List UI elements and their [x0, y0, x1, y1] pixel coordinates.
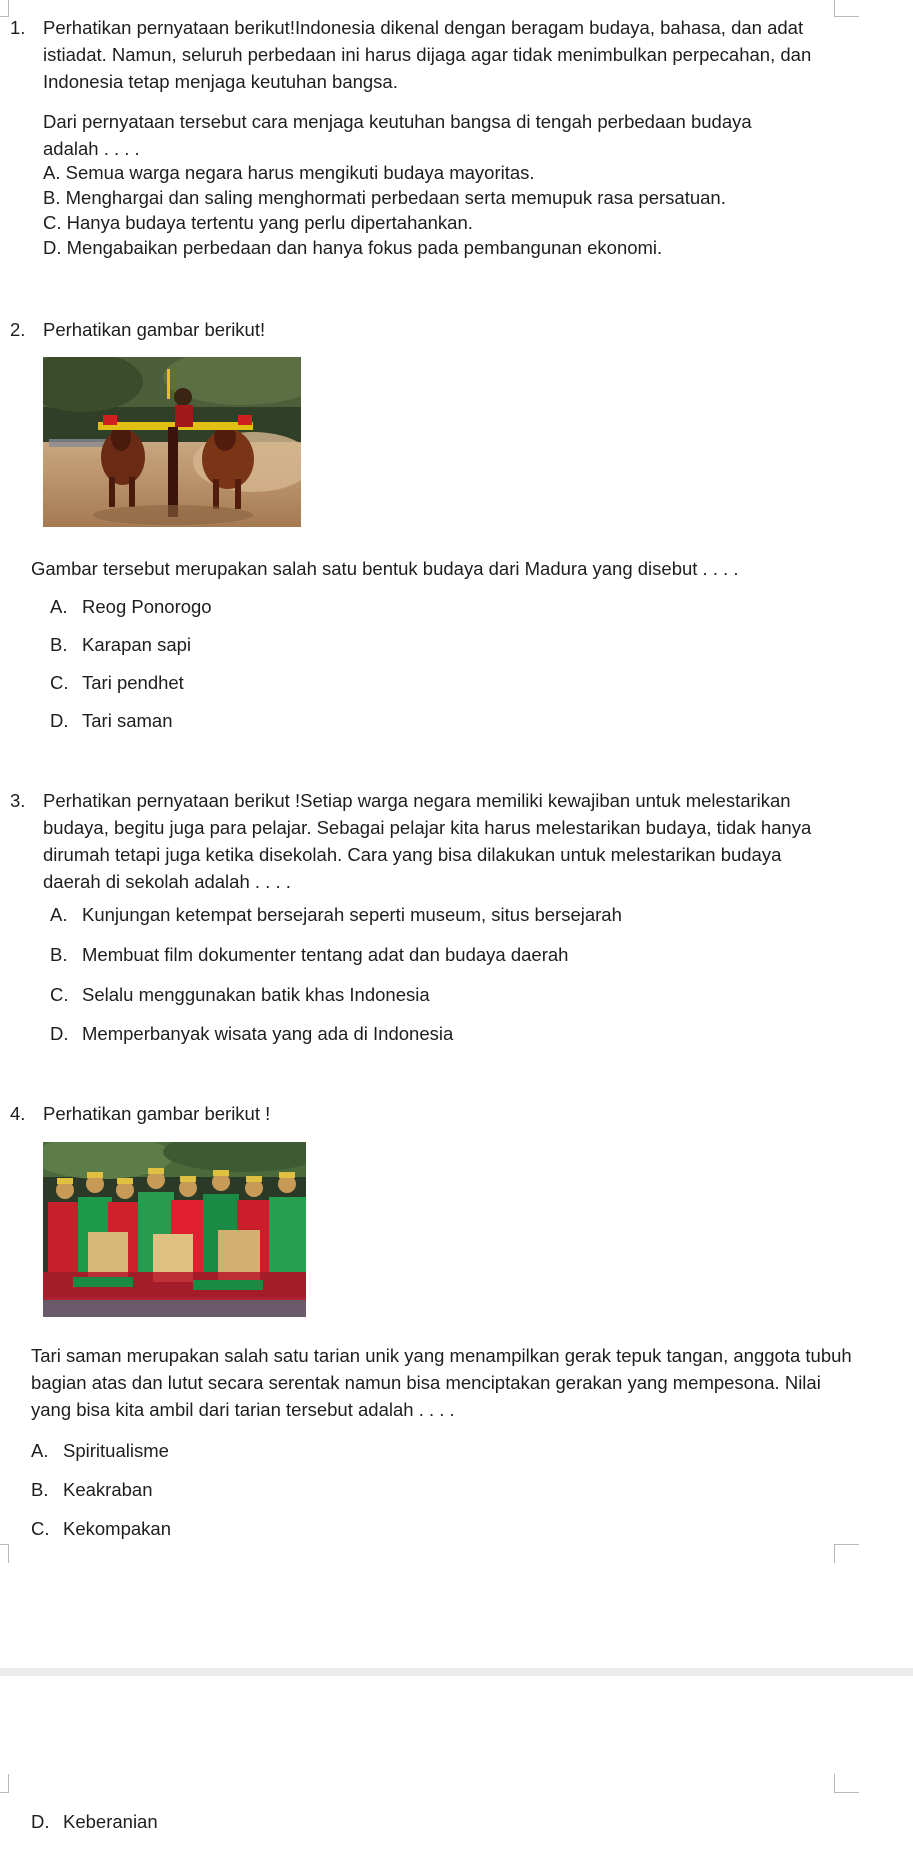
- option-text: Tari pendhet: [82, 672, 184, 693]
- option-text: Spiritualisme: [63, 1440, 169, 1461]
- answer-option[interactable]: [50, 593, 212, 620]
- answer-option[interactable]: [50, 901, 622, 928]
- page-corner-mark: [834, 1544, 859, 1563]
- answer-option[interactable]: [50, 1020, 453, 1047]
- answer-option[interactable]: [50, 631, 191, 658]
- document-page-2: [0, 1676, 913, 1856]
- option-text: Tari saman: [82, 710, 173, 731]
- option-letter: C.: [31, 1518, 50, 1539]
- question-intro: Perhatikan pernyataan berikut!Indonesia dikenal dengan beragam budaya, bahasa, dan adat istiadat. Namun, seluruh perbedaan ini harus dijaga agar tidak menimbulkan perpecahan, dan Indonesia tetap menjaga keutuhan bangsa.: [43, 17, 812, 92]
- answer-option[interactable]: [31, 1476, 152, 1503]
- option-text: Reog Ponorogo: [82, 596, 212, 617]
- question-text: Dari pernyataan tersebut cara menjaga keutuhan bangsa di tengah perbedaan budaya adalah . . . .: [43, 111, 752, 159]
- question-text: Tari saman merupakan salah satu tarian unik yang menampilkan gerak tepuk tangan, anggota tubuh bagian atas dan lutut secara serentak namun bisa menciptakan gerakan yang mempesona. Nilai yang bisa kita ambil dari tarian tersebut adalah . . . .: [31, 1345, 852, 1420]
- question-number: 2.: [10, 319, 26, 340]
- option-letter: D.: [50, 710, 69, 731]
- answer-option[interactable]: [50, 669, 184, 696]
- option-text: Keakraban: [63, 1479, 153, 1500]
- answer-option[interactable]: C. Hanya budaya tertentu yang perlu dipertahankan.: [43, 212, 473, 233]
- option-letter: B.: [31, 1479, 49, 1500]
- answer-option[interactable]: [50, 941, 568, 968]
- karapan-sapi-photo: [43, 357, 301, 527]
- option-text: Karapan sapi: [82, 634, 192, 655]
- question-text: Perhatikan pernyataan berikut !Setiap warga negara memiliki kewajiban untuk melestarikan budaya, begitu juga para pelajar. Sebagai pelajar kita harus melestarikan budaya, tidak hanya dirumah tetapi juga ketika disekolah. Cara yang bisa dilakukan untuk melestarikan budaya daerah di sekolah adalah . . . .: [43, 790, 812, 892]
- option-letter: A.: [31, 1440, 49, 1461]
- option-text: Memperbanyak wisata yang ada di Indonesia: [82, 1023, 454, 1044]
- page-corner-mark: [0, 0, 9, 17]
- question-number: 1.: [10, 17, 26, 38]
- option-letter: B.: [50, 944, 68, 965]
- option-text: Membuat film dokumenter tentang adat dan budaya daerah: [82, 944, 569, 965]
- question-prompt: Perhatikan gambar berikut!: [43, 319, 266, 340]
- answer-option[interactable]: [31, 1437, 169, 1464]
- option-letter: D.: [50, 1023, 69, 1044]
- answer-option[interactable]: A. Semua warga negara harus mengikuti budaya mayoritas.: [43, 162, 535, 183]
- question-text: Gambar tersebut merupakan salah satu bentuk budaya dari Madura yang disebut . . . .: [31, 558, 739, 579]
- page-corner-mark: [0, 1774, 9, 1793]
- option-text: Kunjungan ketempat bersejarah seperti museum, situs bersejarah: [82, 904, 622, 925]
- question-number: 4.: [10, 1103, 26, 1124]
- answer-option[interactable]: [50, 981, 430, 1008]
- option-letter: C.: [50, 984, 69, 1005]
- answer-option[interactable]: [31, 1808, 158, 1835]
- answer-option[interactable]: D. Mengabaikan perbedaan dan hanya fokus pada pembangunan ekonomi.: [43, 237, 663, 258]
- option-letter: B.: [50, 634, 68, 655]
- option-letter: A.: [50, 596, 68, 617]
- page-corner-mark: [0, 1544, 9, 1563]
- answer-option[interactable]: [31, 1515, 171, 1542]
- option-letter: C.: [50, 672, 69, 693]
- tari-saman-photo: [43, 1142, 306, 1317]
- option-text: Kekompakan: [63, 1518, 171, 1539]
- answer-option[interactable]: [50, 707, 172, 734]
- question-number: 3.: [10, 790, 26, 811]
- option-letter: A.: [50, 904, 68, 925]
- page-separator: [0, 1668, 913, 1676]
- page-corner-mark: [834, 1774, 859, 1793]
- option-text: Selalu menggunakan batik khas Indonesia: [82, 984, 430, 1005]
- question-prompt: Perhatikan gambar berikut !: [43, 1103, 271, 1124]
- option-letter: D.: [31, 1811, 50, 1832]
- option-text: Keberanian: [63, 1811, 158, 1832]
- answer-option[interactable]: B. Menghargai dan saling menghormati perbedaan serta memupuk rasa persatuan.: [43, 187, 726, 208]
